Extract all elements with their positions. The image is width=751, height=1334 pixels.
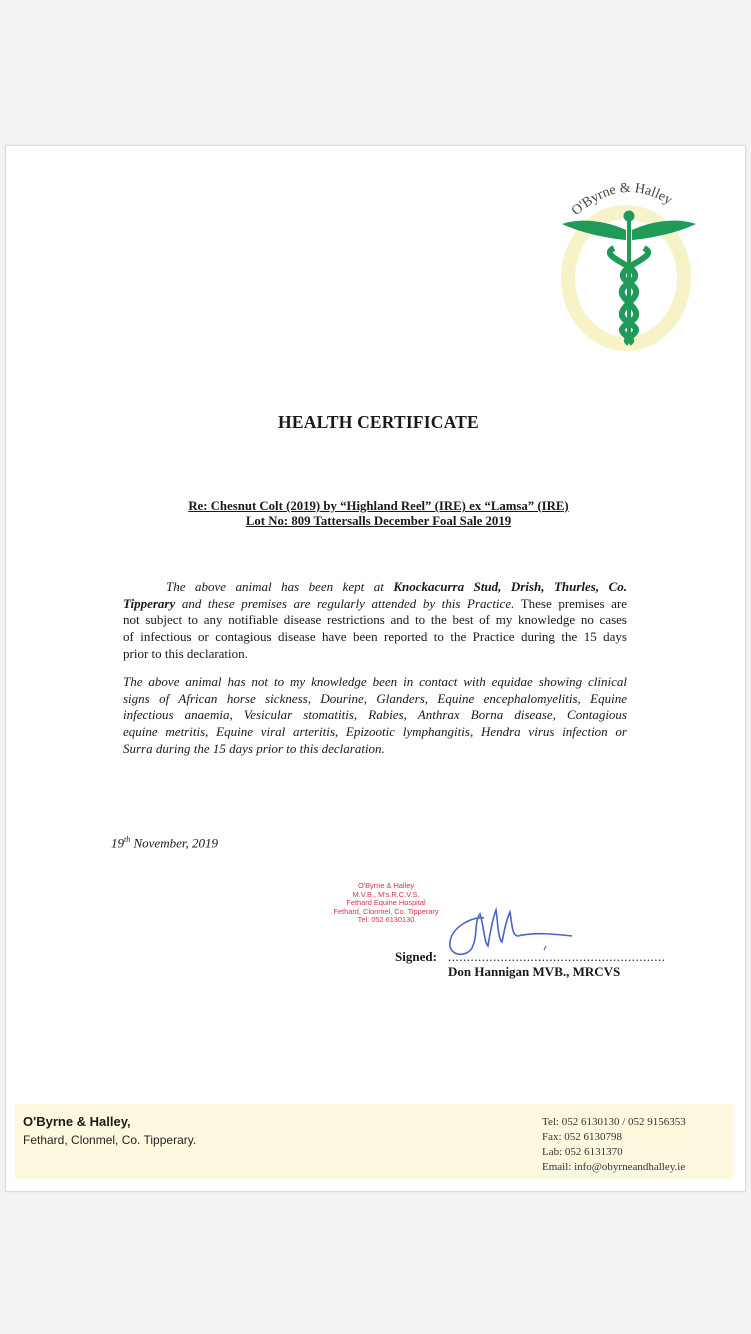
date-suffix: th — [124, 835, 131, 844]
practice-stamp — [318, 882, 454, 925]
signed-label: Signed: — [395, 949, 437, 964]
stamp-line: M.V.B., M's.R.C.V.S. — [352, 889, 420, 899]
signatory-name: Don Hannigan MVB., MRCVS — [448, 964, 621, 979]
premises-name: Knockacurra Stud, Drish, Thurles, Co. — [393, 579, 628, 594]
footer-lab: Lab: 052 6131370 — [542, 1146, 623, 1158]
stamp-line: Fethard, Clonmel, Co. Tipperary — [333, 906, 439, 916]
text: The above animal has been kept at — [166, 579, 394, 594]
re-line: Re: Chesnut Colt (2019) by “Highland Reel” (IRE) ex “Lamsa” (IRE) — [188, 499, 569, 513]
text: The above animal has not to my knowledge been in contact with equidae showing clinical — [123, 674, 627, 689]
paragraph-contact-declaration — [123, 674, 627, 758]
text: prior to this declaration. — [123, 645, 248, 661]
text: infectious anaemia, Vesicular stomatitis, Rabies, Anthrax Borna disease, Contagious — [123, 707, 627, 723]
text: not subject to any notifiable disease restrictions and to the best of my knowledge no cases — [123, 612, 627, 628]
date-rest: November, 2019 — [130, 835, 218, 851]
premises-county: Tipperary — [123, 595, 176, 611]
date-day: 19 — [111, 835, 124, 851]
document-page — [5, 145, 746, 1192]
footer-contact — [542, 1115, 686, 1175]
signature-line: .......................................................... — [448, 949, 666, 964]
text: Surra during the 15 days prior to this declaration. — [123, 740, 385, 756]
letterhead-footer — [15, 1104, 733, 1179]
footer-address: Fethard, Clonmel, Co. Tipperary. — [23, 1133, 197, 1147]
footer-practice-name: O'Byrne & Halley, — [23, 1114, 131, 1129]
certificate-date — [111, 835, 218, 851]
logo-text: O'Byrne & Halley — [569, 180, 675, 219]
footer-tel: Tel: 052 6130130 / 052 9156353 — [542, 1116, 686, 1128]
footer-fax: Fax: 052 6130798 — [542, 1131, 623, 1143]
text: signs of African horse sickness, Dourine, Glanders, Equine encephalomyelitis, Equine — [123, 690, 627, 706]
lot-line: Lot No: 809 Tattersalls December Foal Sale 2019 — [245, 514, 512, 528]
practice-logo — [554, 158, 704, 358]
stamp-line: Fethard Equine Hospital — [346, 898, 426, 908]
stamp-line: O'Byrne & Halley — [357, 881, 415, 890]
text: equine metritis, Equine viral arteritis, Epizootic lymphangitis, Hendra virus infection or — [123, 724, 627, 740]
document-title: HEALTH CERTIFICATE — [278, 412, 479, 432]
footer-email: Email: info@obyrneandhalley.ie — [542, 1161, 686, 1173]
text: and these premises are regularly attended by this Practice. — [175, 595, 515, 611]
stamp-line: Tel: 052 6130130 — [357, 915, 415, 925]
paragraph-premises — [123, 579, 627, 663]
text: These premises are — [514, 595, 627, 611]
text: of infectious or contagious disease have been reported to the Practice during the 15 days — [123, 629, 627, 645]
